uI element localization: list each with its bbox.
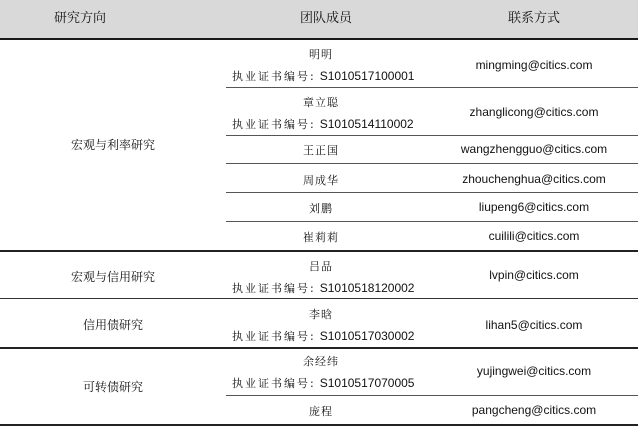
- member-email[interactable]: liupeng6@citics.com: [478, 200, 590, 214]
- member-cert: [232, 68, 432, 84]
- row-divider: [226, 395, 638, 396]
- member-email[interactable]: lvpin@citics.com: [489, 268, 579, 282]
- member-name: 庞程: [309, 405, 333, 418]
- member-name: 吕品: [309, 260, 333, 273]
- group-direction: 信用债研究: [82, 318, 143, 332]
- group-direction: 宏观与信用研究: [70, 270, 155, 284]
- header-members: 团队成员: [299, 11, 352, 26]
- member-email[interactable]: wangzhengguo@citics.com: [460, 142, 608, 156]
- row-divider: [226, 221, 638, 222]
- row-divider: [226, 192, 638, 193]
- member-email[interactable]: zhouchenghua@citics.com: [462, 172, 606, 186]
- header-contact: 联系方式: [507, 11, 560, 26]
- cert-label: 执业证书编号:: [232, 377, 316, 390]
- member-name: 余经纬: [303, 355, 339, 368]
- cert-number: S1010514110002: [319, 117, 414, 131]
- member-name: 王正国: [303, 144, 339, 157]
- member-name: 章立聪: [303, 96, 339, 109]
- member-email[interactable]: mingming@citics.com: [475, 58, 593, 72]
- member-name: 刘鹏: [309, 202, 333, 215]
- cert-number: S1010517070005: [319, 376, 415, 390]
- member-email[interactable]: yujingwei@citics.com: [476, 364, 592, 378]
- cert-number: S1010517030002: [319, 329, 415, 343]
- member-name: 崔莉莉: [303, 231, 339, 244]
- cert-label: 执业证书编号:: [232, 70, 316, 83]
- member-cert: [232, 375, 432, 391]
- member-email[interactable]: pangcheng@citics.com: [471, 403, 597, 417]
- member-email[interactable]: zhanglicong@citics.com: [469, 105, 599, 119]
- table-header: [0, 0, 638, 40]
- cert-number: S1010517100001: [319, 69, 415, 83]
- member-cert: [232, 280, 432, 296]
- header-direction: 研究方向: [53, 11, 106, 26]
- member-cert: [232, 328, 432, 344]
- cert-number: S1010518120002: [319, 281, 415, 295]
- cert-label: 执业证书编号:: [232, 118, 316, 131]
- table-bottom-border: [0, 424, 638, 426]
- member-cert: [232, 116, 432, 132]
- group-divider: [0, 250, 638, 252]
- row-divider: [226, 163, 638, 164]
- row-divider: [226, 87, 638, 88]
- member-email[interactable]: lihan5@citics.com: [485, 318, 583, 332]
- group-direction: 宏观与利率研究: [70, 138, 155, 152]
- cert-label: 执业证书编号:: [232, 282, 316, 295]
- row-divider: [226, 135, 638, 136]
- group-divider: [0, 298, 638, 299]
- group-direction: 可转债研究: [82, 380, 143, 394]
- cert-label: 执业证书编号:: [232, 330, 316, 343]
- group-divider: [0, 347, 638, 349]
- member-name: 周成华: [303, 174, 339, 187]
- member-name: 明明: [309, 48, 333, 61]
- member-email[interactable]: cuilili@citics.com: [488, 229, 580, 243]
- member-name: 李晗: [309, 308, 333, 321]
